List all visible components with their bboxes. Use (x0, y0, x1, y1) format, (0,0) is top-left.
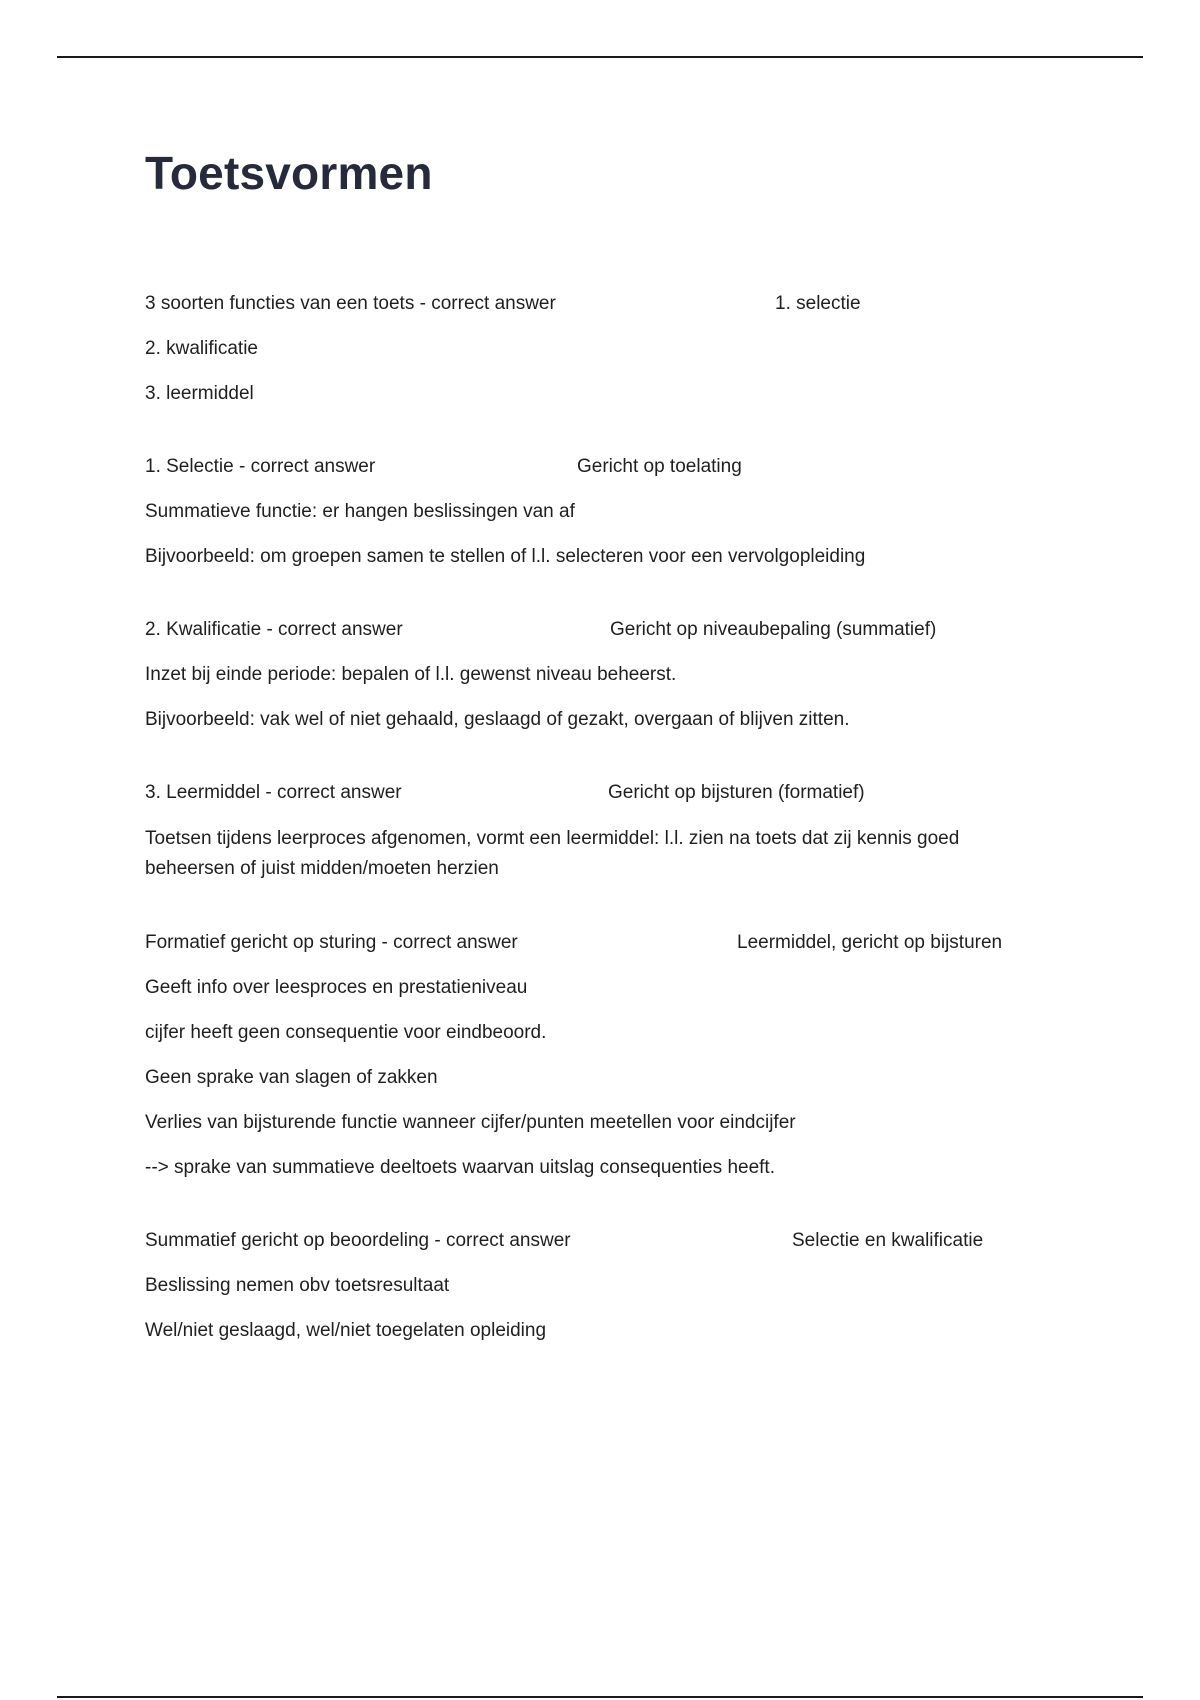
card-question-row (145, 290, 1045, 318)
card-question: 3. Leermiddel - correct answer (145, 782, 402, 803)
card-summatief (145, 1227, 1045, 1345)
card-question: Summatief gericht op beoordeling - correct answer (145, 1230, 571, 1251)
card-answer: Gericht op toelating (577, 456, 742, 477)
card-answer-line: cijfer heeft geen consequentie voor eindbeoord. (145, 1022, 547, 1043)
card-kwalificatie (145, 616, 1045, 734)
card-functies (145, 290, 1045, 408)
page-title: Toetsvormen (145, 147, 433, 199)
card-answer: 1. selectie (775, 293, 861, 314)
card-formatief (145, 929, 1045, 1182)
card-answer: Leermiddel, gericht op bijsturen (737, 932, 1003, 953)
card-answer: Gericht op niveaubepaling (summatief) (610, 619, 937, 640)
card-question-row (145, 616, 1045, 644)
card-answer-line: Inzet bij einde periode: bepalen of l.l. gewenst niveau beheerst. (145, 664, 677, 685)
card-answer-line: --> sprake van summatieve deeltoets waarvan uitslag consequenties heeft. (145, 1157, 775, 1178)
card-answer-line: Summatieve functie: er hangen beslissingen van af (145, 501, 575, 522)
card-question-row (145, 1227, 1045, 1255)
card-question-row (145, 453, 1045, 481)
card-answer-line: 2. kwalificatie (145, 338, 258, 359)
card-question: 2. Kwalificatie - correct answer (145, 619, 403, 640)
card-leermiddel (145, 779, 1045, 884)
card-answer: Gericht op bijsturen (formatief) (608, 782, 865, 803)
card-question: Formatief gericht op sturing - correct answer (145, 932, 518, 953)
card-answer-line: Bijvoorbeeld: vak wel of niet gehaald, geslaagd of gezakt, overgaan of blijven zitten. (145, 709, 850, 730)
card-answer-line: Toetsen tijdens leerproces afgenomen, vormt een leermiddel: l.l. zien na toets dat zij kennis goed beheersen of juist midden/moeten herzien (145, 828, 960, 879)
card-question: 3 soorten functies van een toets - correct answer (145, 293, 556, 314)
card-answer-line: Geeft info over leesproces en prestatieniveau (145, 977, 528, 998)
card-answer: Selectie en kwalificatie (792, 1230, 984, 1251)
card-answer-line: Beslissing nemen obv toetsresultaat (145, 1275, 450, 1296)
card-question-row (145, 779, 1045, 807)
card-answer-line: Geen sprake van slagen of zakken (145, 1067, 438, 1088)
bottom-rule (57, 1696, 1143, 1698)
card-question-row (145, 929, 1045, 957)
card-answer-line: Wel/niet geslaagd, wel/niet toegelaten opleiding (145, 1320, 547, 1341)
card-answer-line: Bijvoorbeeld: om groepen samen te stellen of l.l. selecteren voor een vervolgopleiding (145, 546, 866, 567)
top-rule (57, 56, 1143, 58)
card-selectie (145, 453, 1045, 571)
card-question: 1. Selectie - correct answer (145, 456, 376, 477)
card-answer-line: 3. leermiddel (145, 383, 254, 404)
flashcard-list (145, 290, 1045, 1390)
card-answer-line: Verlies van bijsturende functie wanneer cijfer/punten meetellen voor eindcijfer (145, 1112, 796, 1133)
